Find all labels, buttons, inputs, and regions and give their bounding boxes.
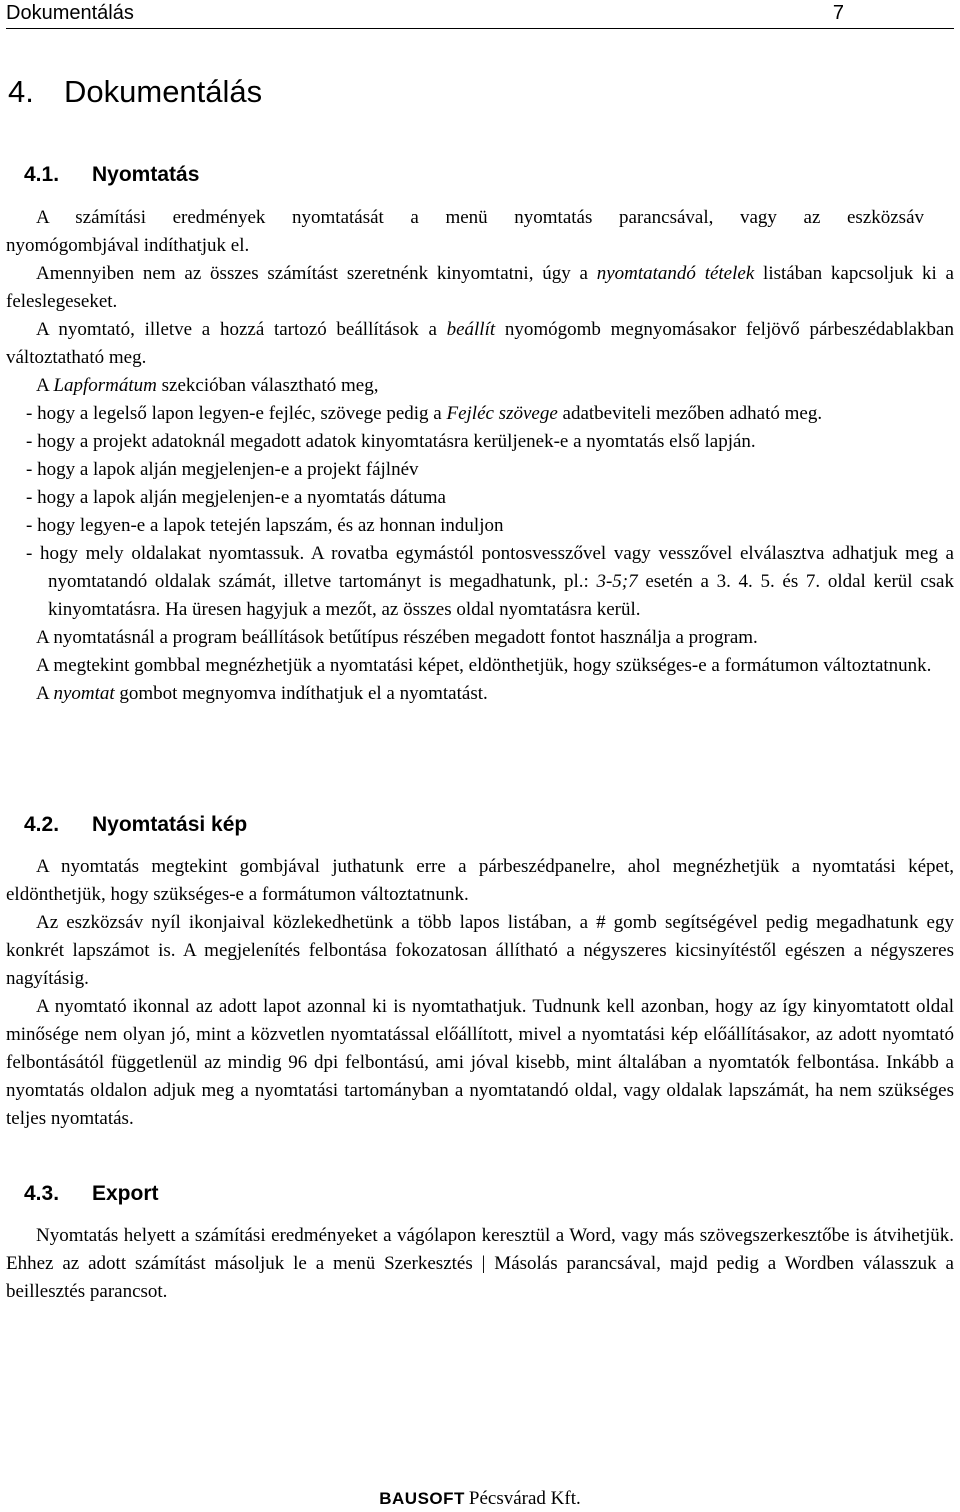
list-item: - hogy legyen-e a lapok tetején lapszám, és az honnan induljon [26,515,504,536]
section-number: 4.1. [24,163,60,186]
section-body-4-3 [6,1222,954,1306]
section-title: Nyomtatási kép [92,813,248,836]
printer-icon [930,203,954,225]
paragraph: Az eszközsáv nyíl ikonjaival közlekedhetünk a több lapos listában, a # gomb segítségével pedig megadhatunk egy konkrét lapszámot is. A megjelenítés felbontása fokozatosan állítható a négyszeres kicsinyítéstől egészen a négyszeres nagyításig. [6,912,954,989]
section-number: 4.3. [24,1182,60,1205]
section-heading-4-2 [24,813,247,837]
paragraph: A nyomtatásnál a program beállítások betűtípus részében megadott fontot használja a program. [36,627,758,648]
paragraph: Amennyiben nem az összes számítást szeretnénk kinyomtatni, úgy a nyomtatandó tételek listában kapcsoljuk ki a feleslegeseket. [6,263,954,312]
section-title: Export [92,1182,159,1205]
section-body-4-2 [6,853,954,1133]
section-heading-4-3 [24,1182,159,1206]
section-body-4-1 [6,203,954,708]
section-number: 4.2. [24,813,60,836]
company-name: Pécsvárad Kft. [468,1488,581,1509]
chapter-title: Dokumentálás [64,74,263,109]
list-item: - hogy a lapok alján megjelenjen-e a nyomtatás dátuma [26,487,446,508]
company-logo: BAUSOFT [379,1489,465,1508]
paragraph: nyomógombjával indíthatjuk el. [6,235,250,256]
paragraph: A nyomtató, illetve a hozzá tartozó beállítások a beállít nyomógomb megnyomásakor feljövő párbeszédablakban változtatható meg. [6,319,954,368]
paragraph: Nyomtatás helyett a számítási eredményeket a vágólapon keresztül a Word, vagy más szövegszerkesztőbe is átvihetjük. Ehhez az adott számítást másoljuk le a menü Szerkesztés | Másolás parancsával, majd pedig a Wordben válasszuk a beillesztés parancsot. [6,1225,954,1302]
paragraph: A nyomtat gombot megnyomva indíthatjuk el a nyomtatást. [36,683,488,704]
list-item: - hogy a lapok alján megjelenjen-e a projekt fájlnév [26,459,419,480]
list-item: - hogy a legelső lapon legyen-e fejléc, szövege pedig a Fejléc szövege adatbeviteli mezőben adható meg. [26,403,823,424]
paragraph: A megtekint gombbal megnézhetjük a nyomtatási képet, eldönthetjük, hogy szükséges-e a formátumon változtatnunk. [36,655,932,676]
page-footer [0,1488,960,1510]
running-header [6,0,954,29]
section-title: Nyomtatás [92,163,200,186]
paragraph: A számítási eredmények nyomtatását a menü nyomtatás parancsával, vagy az eszközsáv [6,203,954,232]
page-number: 7 [832,2,844,24]
chapter-heading [8,74,262,110]
paragraph: A Lapformátum szekcióban választható meg, [36,375,379,396]
list-item: - hogy mely oldalakat nyomtassuk. A rovatba egymástól pontosvesszővel vagy vesszővel elválasztva adhatjuk meg a nyomtatandó oldalak számát, illetve tartományt is megadhatunk, pl.: 3-5;7 esetén a 3. 4. 5. és 7. oldal kerül csak kinyomtatásra. Ha üresen hagyjuk a mezőt, az összes oldal nyomtatásra kerül. [26,543,954,620]
section-heading-4-1 [24,163,199,187]
list-item: - hogy a projekt adatoknál megadott adatok kinyomtatásra kerüljenek-e a nyomtatás első lapján. [26,431,756,452]
paragraph: A nyomtató ikonnal az adott lapot azonnal ki is nyomtathatjuk. Tudnunk kell azonban, hogy az így kinyomtatott oldal minősége nem olyan jó, mint a közvetlen nyomtatással előállított, mivel a nyomtatási kép előállításakor, az adott nyomtató felbontásától függetlenül az mindig 96 dpi felbontású, ami jóval kisebb, mint általában a nyomtatók felbontása. Inkább a nyomtatás oldalon adjuk meg a nyomtatási tartományban a nyomtatandó oldal, vagy oldalak lapszámát, ha nem szükséges teljes nyomtatás. [6,996,954,1129]
chapter-number: 4. [8,74,34,109]
paragraph: A nyomtatás megtekint gombjával juthatunk erre a párbeszédpanelre, ahol megnézhetjük a nyomtatási képet, eldönthetjük, hogy szükséges-e a formátumon változtatnunk. [6,856,954,905]
header-title: Dokumentálás [6,2,134,24]
